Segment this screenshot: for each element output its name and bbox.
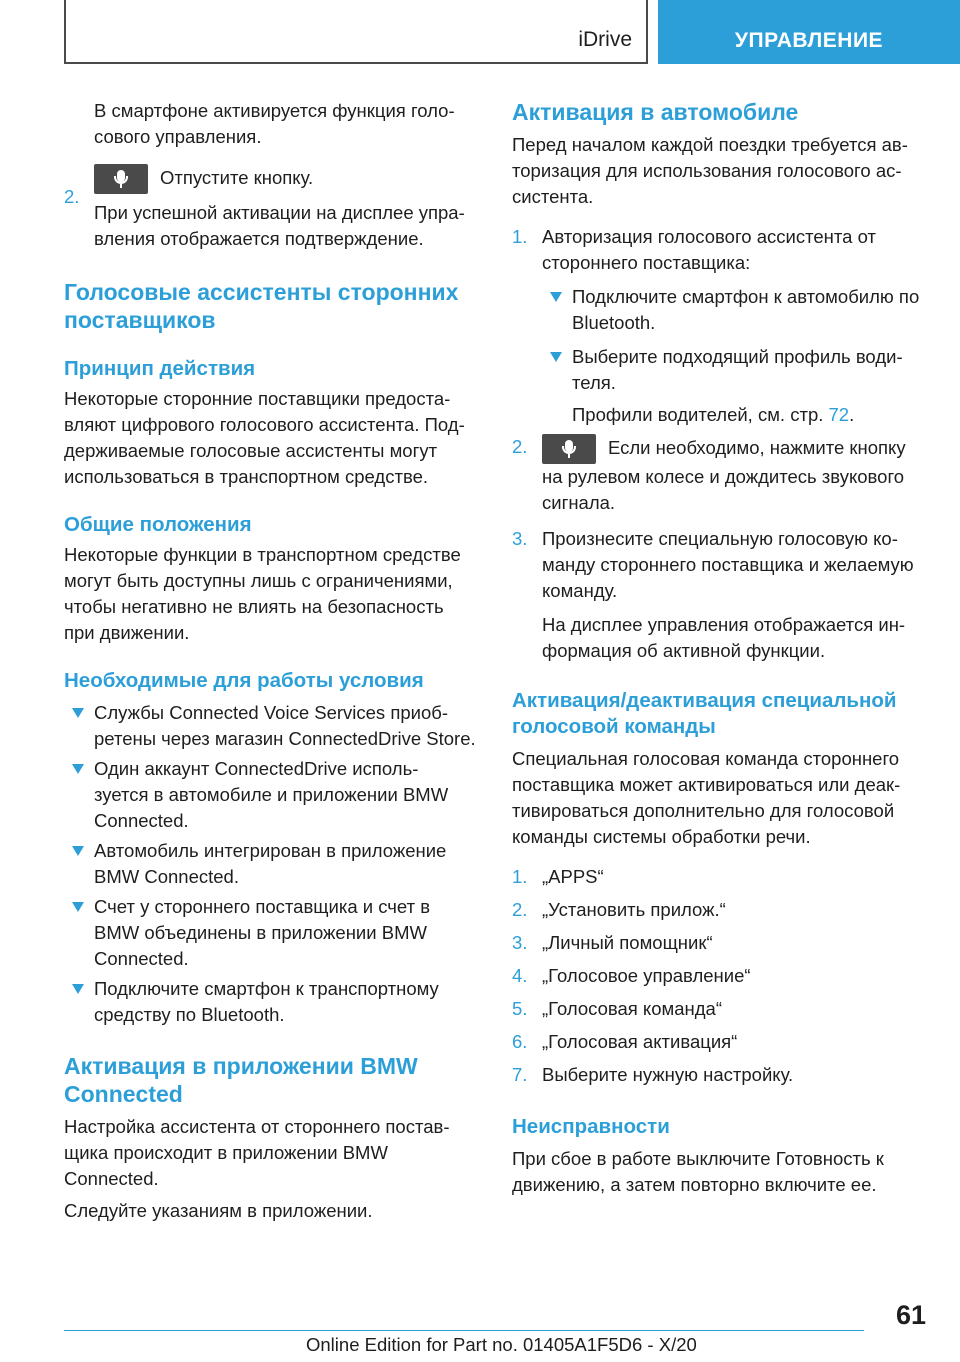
list-item: Подключите смартфон к транспортному средству по Bluetooth. <box>64 976 476 1028</box>
intro-continuation: В смартфоне активируется функция голо- сового управления. <box>94 100 455 147</box>
right-column <box>512 98 930 1198</box>
step-3 <box>512 526 930 664</box>
left-column <box>64 98 476 1224</box>
vehicle-text: Перед началом каждой поездки требуется ав- торизация для использования голосового ас- систента. <box>512 134 908 207</box>
page-number: 61 <box>895 1300 926 1330</box>
special-text: Специальная голосовая команда стороннего поставщика может активироваться или деак- тивироваться дополнительно для голосовой команды системы обработки речи. <box>512 748 901 847</box>
heading-conditions: Необходимые для работы условия <box>64 669 424 692</box>
list-item: 6. „Голосовая активация“ <box>512 1031 738 1052</box>
step-text: Если необходимо, нажмите кнопку на рулевом колесе и дождитесь звукового сигнала. <box>542 436 906 513</box>
step-note: При успешной активации на дисплее упра- вления отображается подтверждение. <box>94 202 465 249</box>
triangle-bullet-icon <box>72 846 84 856</box>
substep-list <box>542 284 930 428</box>
conditions-list <box>64 700 476 1028</box>
list-item: Автомобиль интегрирован в приложение BMW Connected. <box>64 838 476 890</box>
header-section: iDrive <box>578 28 632 51</box>
faults-text: При сбое в работе выключите Готовность к движению, а затем повторно включите ее. <box>512 1148 884 1195</box>
page-reference: Профили водителей, см. стр. 72. <box>572 404 855 425</box>
heading-vehicle-activation: Активация в автомобиле <box>512 99 799 125</box>
command-list <box>512 864 930 1088</box>
triangle-bullet-icon <box>550 352 562 362</box>
app-text-1: Настройка ассистента от стороннего постав- щика происходит в приложении BMW Connected. <box>64 1116 450 1189</box>
header-frame <box>64 0 648 64</box>
app-text-2: Следуйте указаниям в приложении. <box>64 1200 373 1221</box>
step-2 <box>64 164 476 252</box>
list-item: Подключите смартфон к автомобилю по Bluetooth. <box>542 284 930 336</box>
triangle-bullet-icon <box>72 764 84 774</box>
list-item: Один аккаунт ConnectedDrive исполь- зуется в автомобиле и приложении BMW Connected. <box>64 756 476 834</box>
heading-general: Общие положения <box>64 513 252 536</box>
principle-text: Некоторые сторонние поставщики предоста- вляют цифрового голосового ассистента. Под- держиваемые голосовые ассистенты могут использоваться в транспортном средстве. <box>64 388 465 487</box>
microphone-icon <box>542 434 596 464</box>
list-item: 5. „Голосовая команда“ <box>512 998 722 1019</box>
list-item: 3. „Личный помощник“ <box>512 932 713 953</box>
list-item: 1. „APPS“ <box>512 866 604 887</box>
heading-special-command: Активация/деактивация специальной голосовой команды <box>512 689 897 738</box>
triangle-bullet-icon <box>72 902 84 912</box>
heading-app-activation: Активация в приложении BMW Connected <box>64 1053 418 1107</box>
footer-divider <box>64 1330 864 1331</box>
microphone-icon <box>94 164 148 194</box>
triangle-bullet-icon <box>72 984 84 994</box>
heading-principle: Принцип действия <box>64 357 256 380</box>
header-chapter-tab: УПРАВЛЕНИЕ <box>658 0 960 64</box>
step-1 <box>512 224 930 428</box>
step-number: 3. <box>512 528 528 549</box>
list-item: 7. Выберите нужную настройку. <box>512 1064 794 1085</box>
step-number: 1. <box>512 226 528 247</box>
footer-edition: Online Edition for Part no. 01405A1F5D6 - X/20 <box>306 1334 697 1355</box>
triangle-bullet-icon <box>72 708 84 718</box>
list-item: Счет у стороннего поставщика и счет в BMW объединены в приложении BMW Connected. <box>64 894 476 972</box>
heading-voice-assistants: Голосовые ассистенты сторонних поставщиков <box>64 279 459 333</box>
list-item: 2. „Установить прилож.“ <box>512 899 726 920</box>
step-number: 2. <box>512 436 528 457</box>
list-item: Выберите подходящий профиль води- теля. <box>542 344 930 396</box>
step-text: Отпустите кнопку. <box>160 166 314 188</box>
step-text: Авторизация голосового ассистента от стороннего поставщика: <box>542 226 876 273</box>
triangle-bullet-icon <box>550 292 562 302</box>
list-item: Службы Connected Voice Services приоб- ретены через магазин ConnectedDrive Store. <box>64 700 476 752</box>
page-link[interactable]: 72 <box>828 404 850 425</box>
general-text: Некоторые функции в транспортном средстве могут быть доступны лишь с ограничениями, чтобы негативно не влиять на безопасность при движении. <box>64 544 461 643</box>
heading-faults: Неисправности <box>512 1115 670 1138</box>
step-2 <box>512 434 930 516</box>
step-number: 2. <box>64 186 80 207</box>
step-note: На дисплее управления отображается ин- формация об активной функции. <box>542 614 906 661</box>
step-text: Произнесите специальную голосовую ко- манду стороннего поставщика и желаемую команду. <box>542 528 914 601</box>
list-item: 4. „Голосовое управление“ <box>512 965 751 986</box>
